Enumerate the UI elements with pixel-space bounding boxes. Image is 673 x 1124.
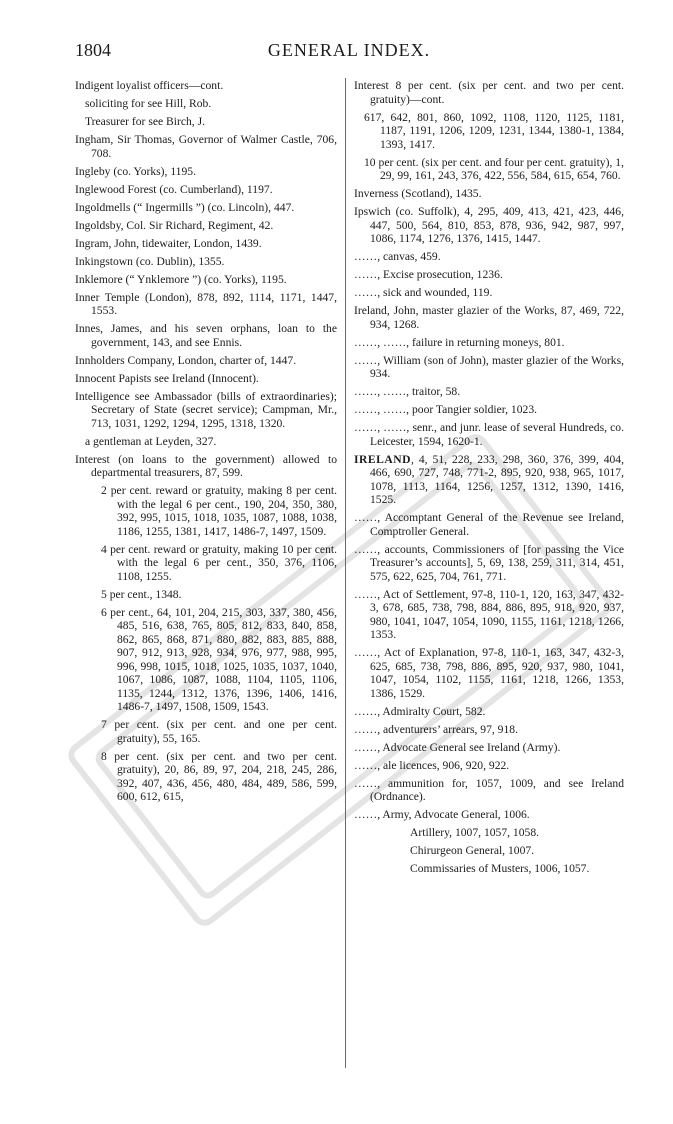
- index-entry-text: ……, ale licences, 906, 920, 922.: [354, 758, 510, 772]
- index-entry-text: 7 per cent. (six per cent. and one per cent. gratuity), 55, 165.: [101, 718, 337, 745]
- index-entry: [354, 403, 624, 417]
- index-entry-text: Commissaries of Musters, 1006, 1057.: [410, 862, 590, 875]
- index-entry: [354, 354, 624, 381]
- index-entry: [354, 453, 624, 507]
- index-entry: [354, 826, 624, 840]
- index-entry: [75, 165, 337, 179]
- index-entry: [75, 718, 337, 745]
- index-entry: [75, 115, 337, 129]
- index-entry-text: Indigent loyalist officers—cont.: [75, 79, 224, 92]
- index-entry-text: 2 per cent. reward or gratuity, making 8 per cent. with the legal 6 per cent., 190, 204, 350, 380, 392, 995, 1015, 1018, 1035, 1087, 1088, 1038, 1186, 1255, 1381, 1417, 1486-7, 1497, 1509.: [101, 484, 337, 538]
- index-entry: [354, 741, 624, 755]
- index-entry: [75, 133, 337, 160]
- index-entry: [354, 111, 624, 152]
- index-entry-text: ……, ammunition for, 1057, 1009, and see Ireland (Ordnance).: [354, 776, 624, 803]
- index-entry-text: ……, canvas, 459.: [354, 250, 441, 263]
- index-entry: [75, 79, 337, 93]
- index-entry: [354, 705, 624, 719]
- index-entry: [75, 183, 337, 197]
- index-entry-text: Ingoldsby, Col. Sir Richard, Regiment, 42.: [75, 218, 274, 232]
- index-entry: [75, 750, 337, 804]
- column-divider: [345, 78, 346, 1068]
- index-entry: [354, 336, 624, 350]
- index-entry-text: Treasurer for see Birch, J.: [85, 115, 205, 128]
- index-entry: [354, 187, 624, 201]
- index-entry-text: ……, Admiralty Court, 582.: [354, 704, 486, 718]
- index-entry-text: Ingham, Sir Thomas, Governor of Walmer Castle, 706, 708.: [75, 133, 337, 160]
- index-entry: [354, 588, 624, 642]
- index-entry-text: ……, Advocate General see Ireland (Army).: [354, 740, 561, 754]
- index-entry-text: ……, Act of Explanation, 97-8, 110-1, 163, 347, 432-3, 625, 685, 738, 798, 886, 895, 920, 937, 980, 1041, 1047, 1054, 1102, 1155, 1161, 1218, 1266, 1353, 1386, 1529.: [354, 646, 624, 700]
- index-entry-text: Inglewood Forest (co. Cumberland), 1197.: [75, 182, 273, 196]
- index-entry: [75, 390, 337, 431]
- index-entry: [354, 304, 624, 331]
- index-entry-text: Ipswich (co. Suffolk), 4, 295, 409, 413, 421, 423, 446, 447, 500, 564, 810, 853, 878, 936, 942, 987, 997, 1086, 1174, 1276, 1376, 1415, 1447.: [354, 205, 624, 245]
- index-entry: [354, 286, 624, 300]
- index-entry: [75, 484, 337, 538]
- index-entry-text: Inner Temple (London), 878, 892, 1114, 1171, 1447, 1553.: [75, 290, 337, 317]
- index-entry: [354, 808, 624, 822]
- index-entry-text: Innes, James, and his seven orphans, loan to the government, 143, and see Ennis.: [75, 322, 337, 349]
- index-entry-text: ……, ……, failure in returning moneys, 801.: [354, 335, 565, 349]
- index-entry: [354, 777, 624, 804]
- index-entry: [354, 862, 624, 876]
- index-entry-text: ……, Army, Advocate General, 1006.: [354, 808, 530, 821]
- index-entry-text: ……, ……, traitor, 58.: [354, 385, 461, 398]
- index-entry-text: Intelligence see Ambassador (bills of extraordinaries); Secretary of State (secret service); Campman, Mr., 713, 1031, 1292, 1294, 1295, 1318, 1320.: [75, 389, 337, 430]
- index-entry-text: ……, Accomptant General of the Revenue see Ireland, Comptroller General.: [354, 511, 624, 538]
- index-column-right: [354, 79, 624, 880]
- index-entry-text: Inklemore (“ Ynklemore ”) (co. Yorks), 1195.: [75, 272, 287, 286]
- index-entry: [354, 723, 624, 737]
- index-entry-text: Chirurgeon General, 1007.: [410, 844, 535, 857]
- index-entry-text: ……, accounts, Commissioners of [for passing the Vice Treasurer’s accounts], 5, 69, 138, 259, 311, 314, 451, 575, 622, 625, 704, 761, 771.: [354, 542, 624, 583]
- index-entry: [354, 511, 624, 538]
- index-entry: [75, 255, 337, 269]
- index-entry-text: Interest (on loans to the government) allowed to departmental treasurers, 87, 599.: [75, 452, 337, 479]
- index-entry-text: ……, Act of Settlement, 97-8, 110-1, 120, 163, 347, 432-3, 678, 685, 738, 798, 884, 886, 895, 918, 920, 937, 980, 1041, 1047, 1054, 1090, 1155, 1161, 1218, 1266, 1353.: [354, 587, 624, 641]
- index-entry: [75, 97, 337, 111]
- index-entry-text: Ireland, John, master glazier of the Works, 87, 469, 722, 934, 1268.: [354, 304, 624, 331]
- index-entry-text: ……, ……, poor Tangier soldier, 1023.: [354, 403, 538, 416]
- index-entry: [75, 237, 337, 251]
- page-header: [75, 40, 623, 64]
- index-entry: [354, 268, 624, 282]
- index-entry: [75, 543, 337, 584]
- index-entry: [75, 273, 337, 287]
- index-entry-text: ……, ……, senr., and junr. lease of several Hundreds, co. Leicester, 1594, 1620-1.: [354, 421, 624, 448]
- index-column-left: [75, 79, 337, 808]
- index-entry-text: ……, sick and wounded, 119.: [354, 286, 493, 299]
- index-entry-text: Interest 8 per cent. (six per cent. and two per cent. gratuity)—cont.: [354, 79, 624, 106]
- index-entry: [75, 588, 337, 602]
- running-title: GENERAL INDEX.: [267, 40, 431, 60]
- index-entry: [75, 372, 337, 386]
- index-entry: [354, 421, 624, 448]
- index-entry: [75, 322, 337, 349]
- index-entry-text: Inkingstown (co. Dublin), 1355.: [75, 254, 225, 268]
- index-entry: [75, 453, 337, 480]
- index-entry-text: ……, William (son of John), master glazier of the Works, 934.: [354, 353, 624, 380]
- index-entry: [354, 79, 624, 106]
- index-entry: [354, 385, 624, 399]
- index-entry: [354, 646, 624, 700]
- index-entry-text: soliciting for see Hill, Rob.: [85, 97, 212, 110]
- index-entry-text: a gentleman at Leyden, 327.: [85, 434, 217, 448]
- index-entry: [75, 354, 337, 368]
- index-entry: [354, 156, 624, 183]
- index-entry-text: 6 per cent., 64, 101, 204, 215, 303, 337, 380, 456, 485, 516, 638, 765, 805, 812, 833, 840, 858, 862, 865, 868, 871, 880, 882, 883, 885, 888, 907, 912, 913, 928, 934, 976, 977, 988, 995, 996, 998, 1015, 1018, 1025, 1035, 1037, 1040, 1067, 1086, 1087, 1088, 1104, 1105, 1106, 1135, 1244, 1312, 1376, 1396, 1406, 1416, 1486-7, 1497, 1508, 1509, 1543.: [101, 605, 337, 713]
- index-entry-text: Ingoldmells (“ Ingermills ”) (co. Lincoln), 447.: [75, 200, 295, 214]
- index-entry-text: , 4, 51, 228, 233, 298, 360, 376, 399, 404, 466, 690, 727, 748, 771-2, 895, 920, 938, 965, 1017, 1078, 1113, 1164, 1256, 1257, 1312, 1390, 1416, 1525.: [370, 452, 624, 506]
- index-entry: [75, 435, 337, 449]
- index-entry: [354, 543, 624, 584]
- index-heading-term: IRELAND: [354, 452, 411, 466]
- index-entry: [75, 201, 337, 215]
- index-entry-text: 617, 642, 801, 860, 1092, 1108, 1120, 1125, 1181, 1187, 1191, 1206, 1209, 1231, 1344, 1380-1, 1384, 1393, 1417.: [364, 110, 624, 151]
- index-entry: [75, 219, 337, 233]
- index-entry-text: Artillery, 1007, 1057, 1058.: [410, 826, 540, 839]
- index-entry-text: 8 per cent. (six per cent. and two per cent. gratuity), 20, 86, 89, 97, 204, 218, 245, 286, 392, 407, 436, 456, 480, 484, 489, 586, 599, 600, 612, 615,: [101, 749, 337, 803]
- index-entry-text: Innholders Company, London, charter of, 1447.: [75, 353, 297, 367]
- index-entry-text: Inverness (Scotland), 1435.: [354, 187, 482, 200]
- index-entry: [75, 291, 337, 318]
- index-entry-text: Ingram, John, tidewaiter, London, 1439.: [75, 236, 262, 250]
- index-entry: [354, 844, 624, 858]
- index-entry-text: 10 per cent. (six per cent. and four per cent. gratuity), 1, 29, 99, 161, 243, 376, 422, 556, 584, 615, 654, 760.: [364, 155, 624, 182]
- index-entry: [354, 250, 624, 264]
- index-entry-text: 4 per cent. reward or gratuity, making 10 per cent. with the legal 6 per cent., 350, 376, 1106, 1108, 1255.: [101, 542, 337, 583]
- index-entry-text: ……, adventurers’ arrears, 97, 918.: [354, 722, 518, 736]
- index-entry-text: 5 per cent., 1348.: [101, 587, 182, 601]
- index-entry: [75, 606, 337, 714]
- index-entry-text: Ingleby (co. Yorks), 1195.: [75, 164, 196, 178]
- index-entry-text: ……, Excise prosecution, 1236.: [354, 268, 503, 281]
- index-entry: [354, 759, 624, 773]
- index-entry-text: Innocent Papists see Ireland (Innocent).: [75, 371, 259, 385]
- page-number: 1804: [75, 40, 111, 60]
- index-entry: [354, 205, 624, 246]
